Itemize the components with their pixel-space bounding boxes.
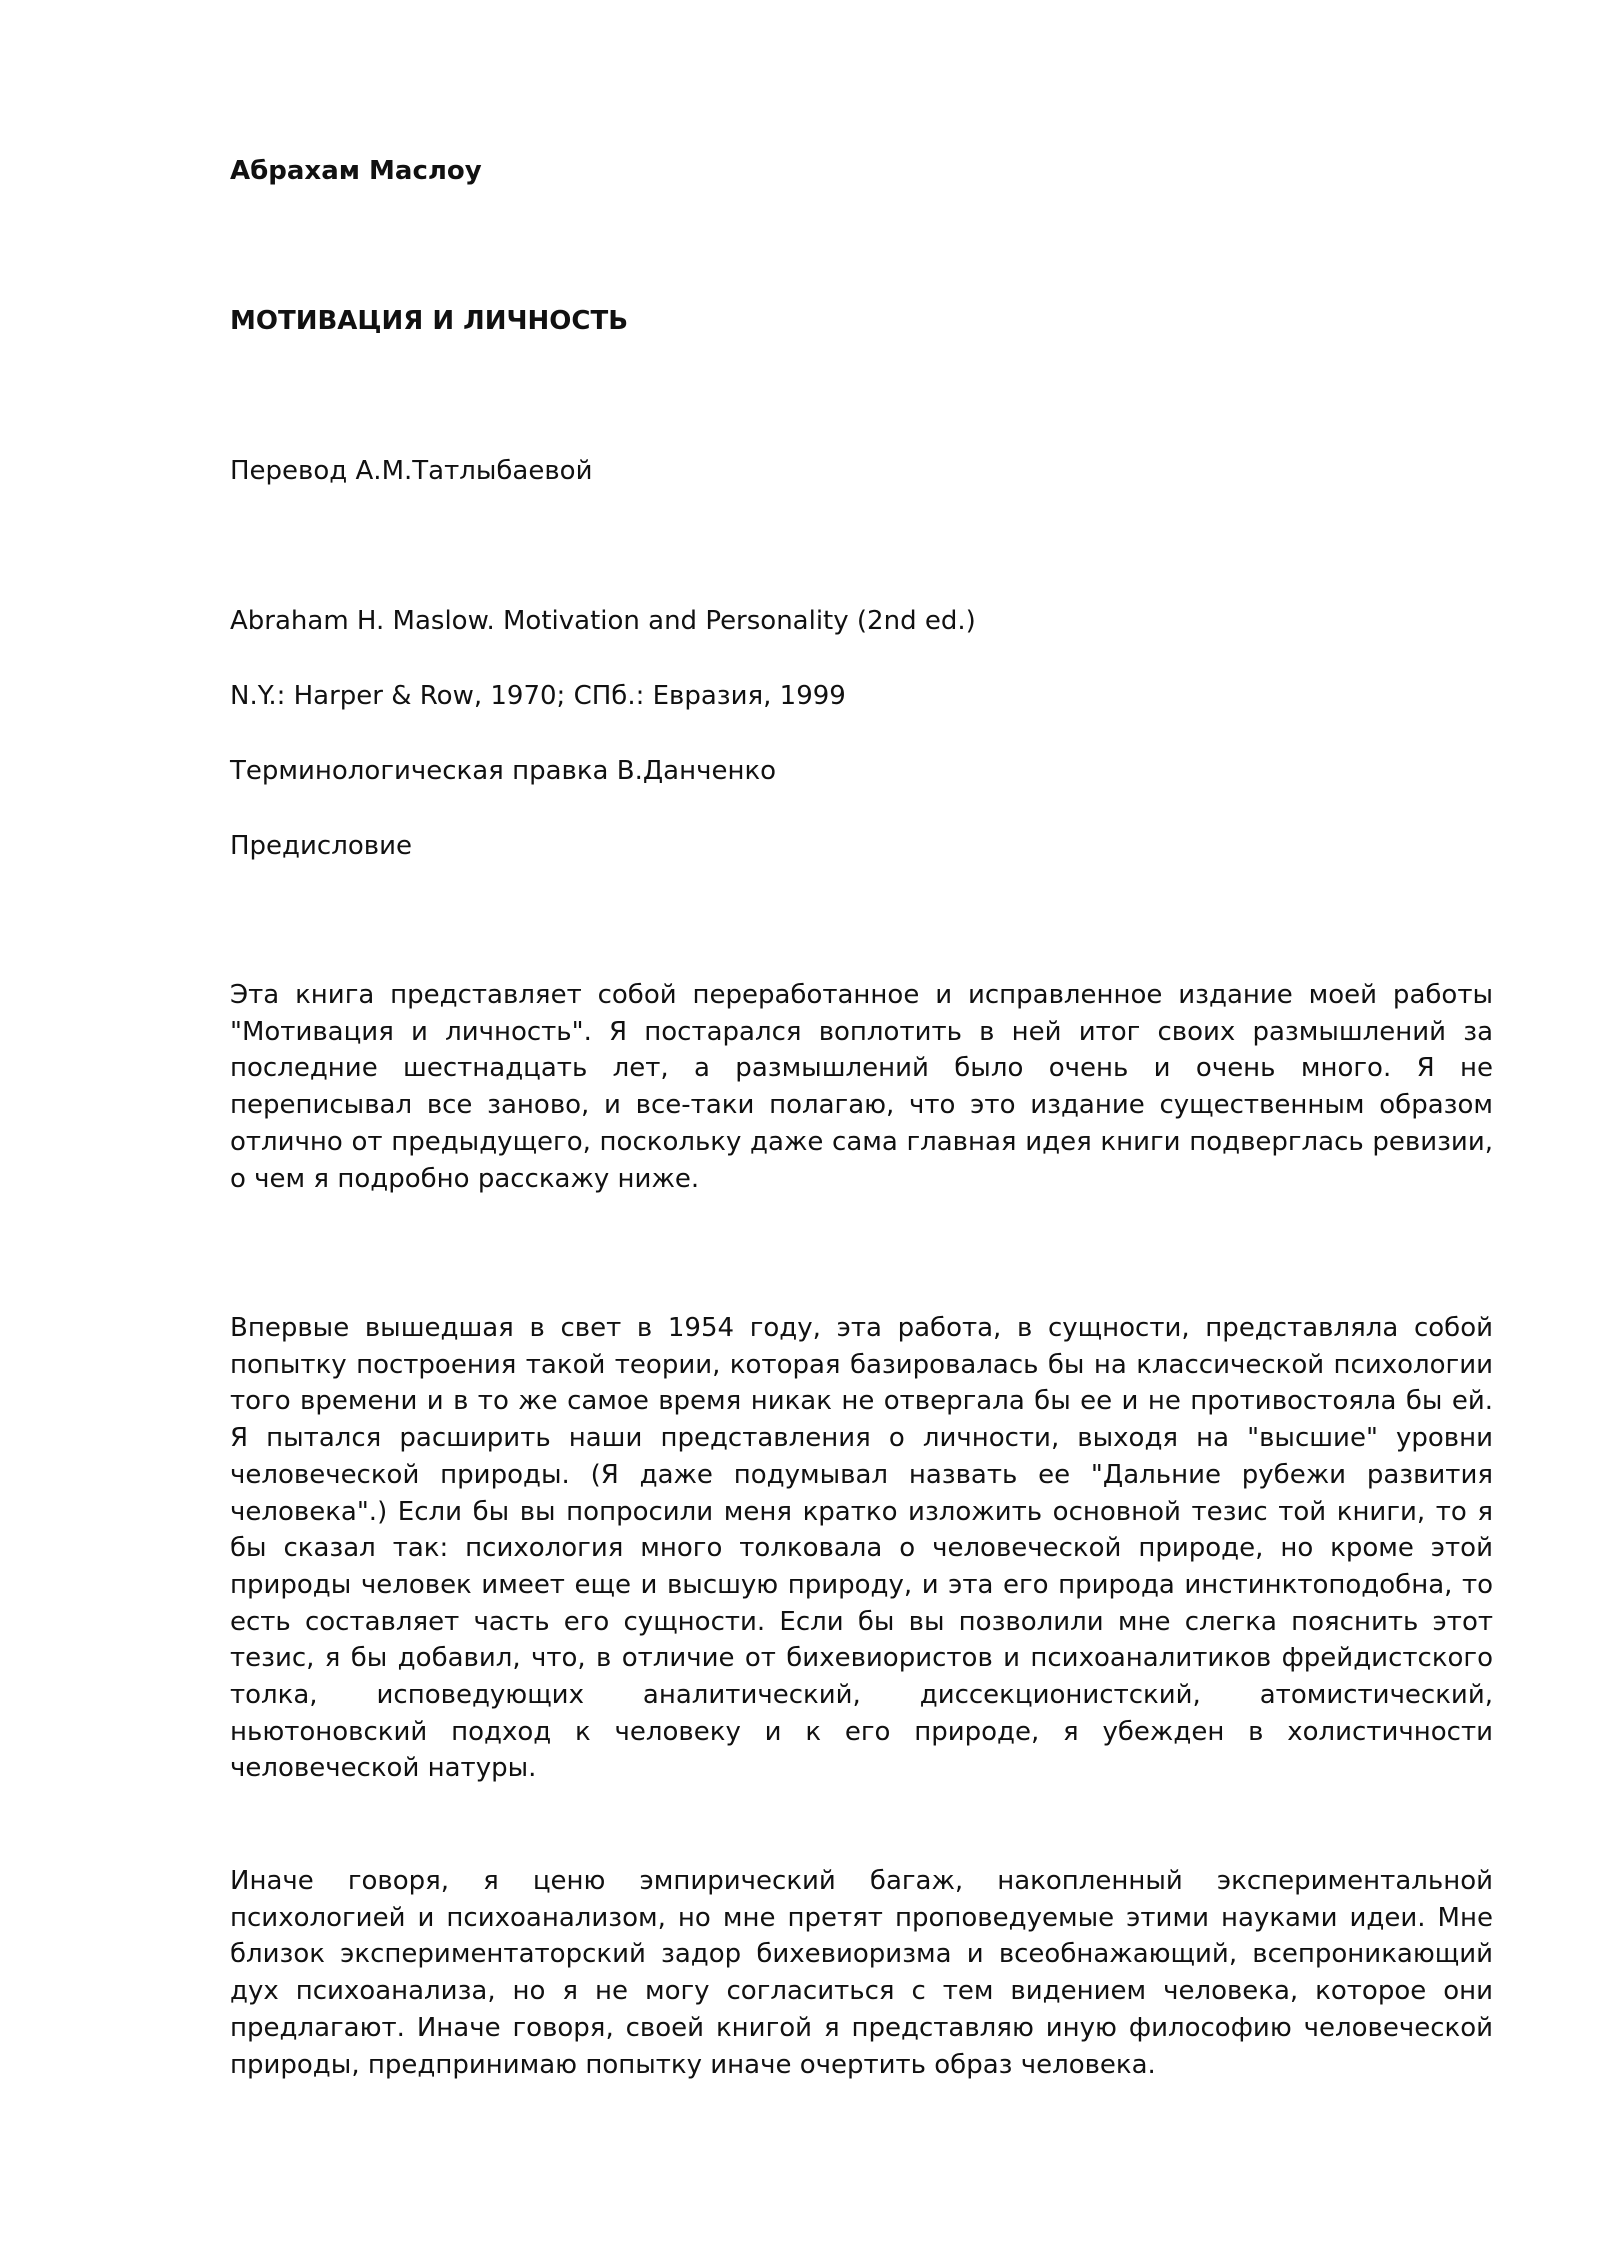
- section-heading: Предисловие: [230, 831, 412, 861]
- paragraph-3: Иначе говоря, я ценю эмпирический багаж, накопленный экспериментальной психологией и психоанализом, но мне претят проповедуемые этими науками идеи. Мне близок экспериментаторский задор бихевиоризма и всеобнажающий, всепроникающий дух психоанализа, но я не могу согласиться с тем видением человека, которое они предлагают. Иначе говоря, своей книгой я представляю иную философию человеческой природы, предпринимаю попытку иначе очертить образ человека.: [230, 1866, 1493, 2080]
- paragraph-1: Эта книга представляет собой переработанное и исправленное издание моей работы "Мотивация и личность". Я постарался воплотить в ней итог своих размышлений за последние шестнадцать лет, а размышлений было очень и очень много. Я не переписывал все заново, и все-таки полагаю, что это издание существенным образом отлично от предыдущего, поскольку даже сама главная идея книги подверглась ревизии, о чем я подробно расскажу ниже.: [230, 980, 1493, 1194]
- publication-info: N.Y.: Harper & Row, 1970; СПб.: Евразия, 1999: [230, 681, 846, 711]
- author-name: Абрахам Маслоу: [230, 156, 482, 186]
- terminology-editor: Терминологическая правка В.Данченко: [230, 756, 777, 786]
- original-title: Abraham H. Maslow. Motivation and Personality (2nd ed.): [230, 606, 976, 636]
- translation-credit: Перевод А.М.Татлыбаевой: [230, 456, 593, 486]
- book-title: МОТИВАЦИЯ И ЛИЧНОСТЬ: [230, 306, 629, 336]
- paragraph-2: Впервые вышедшая в свет в 1954 году, эта работа, в сущности, представляла собой попытку построения такой теории, которая базировалась бы на классической психологии того времени и в то же самое время никак не отвергала бы ее и не противостояла бы ей. Я пытался расширить наши представления о личности, выходя на "высшие" уровни человеческой природы. (Я даже подумывал назвать ее "Дальние рубежи развития человека".) Если бы вы попросили меня кратко изложить основной тезис той книги, то я бы сказал так: психология много толковала о человеческой природе, но кроме этой природы человек имеет еще и высшую природу, и эта его природа инстинктоподобна, то есть составляет часть его сущности. Если бы вы позволили мне слегка пояснить этот тезис, я бы добавил, что, в отличие от бихевиористов и психоаналитиков фрейдистского толка, исповедующих аналитический, диссекционистский, атомистический, ньютоновский подход к человеку и к его природе, я убежден в холистичности человеческой натуры.: [230, 1313, 1493, 1784]
